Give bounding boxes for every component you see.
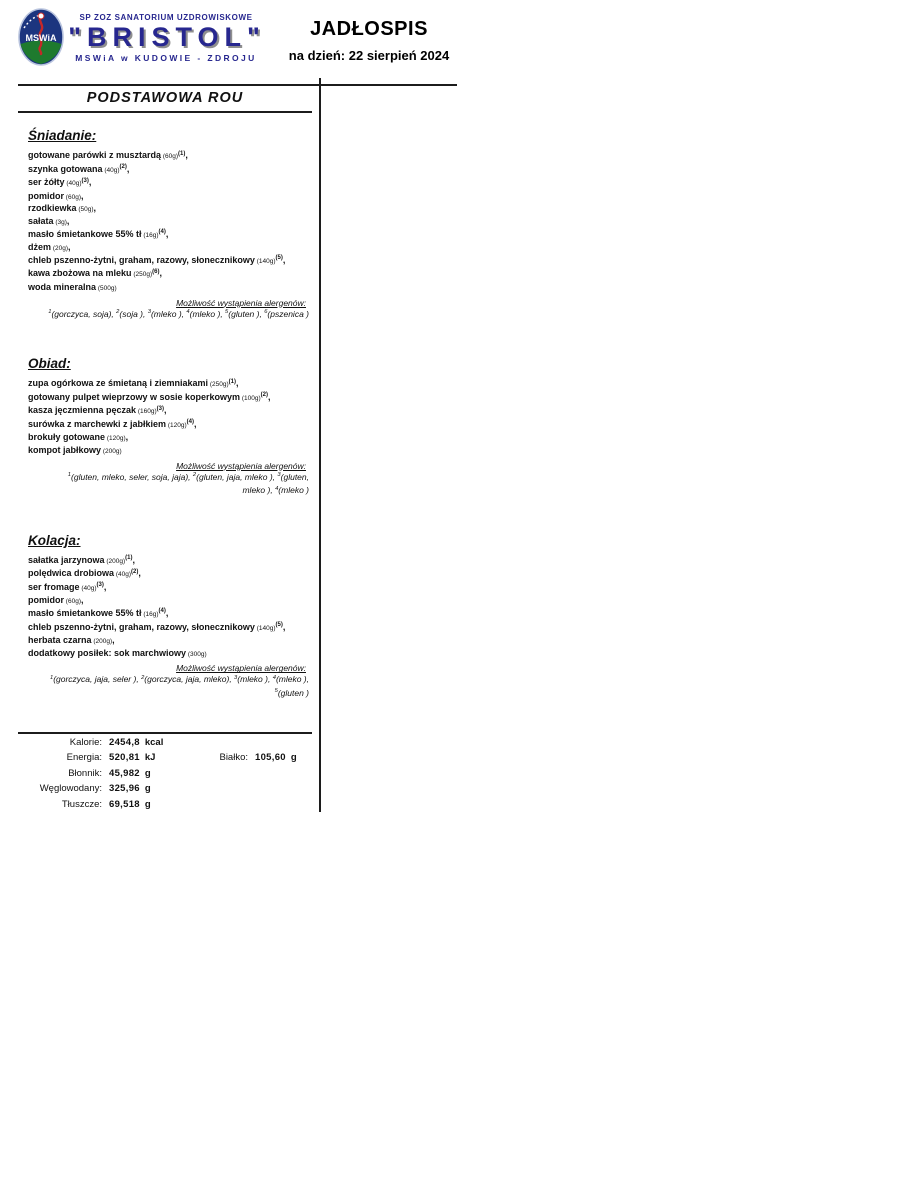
allergen-heading: Możliwość wystąpienia alergenów: — [176, 297, 306, 308]
allergen-text: (mleko ), — [189, 308, 226, 319]
allergen-line — [28, 688, 310, 702]
item-tail: , — [185, 150, 188, 160]
item-tail: , — [194, 418, 197, 429]
item-amount: (200g) — [104, 557, 126, 565]
menu-item — [28, 255, 310, 269]
item-tail: , — [268, 391, 271, 402]
allergen-text: (mleko ), — [275, 674, 309, 685]
item-name: ser fromage — [28, 581, 80, 592]
item-amount: (250g) — [131, 271, 153, 279]
menu-item — [28, 432, 310, 445]
nutrition-value: 520,81 — [109, 752, 140, 764]
item-superscript: (3) — [156, 405, 165, 412]
allergen-superscript: 3 — [234, 674, 238, 681]
allergen-superscript: 5 — [274, 688, 278, 695]
nutrition-unit: g — [290, 752, 297, 764]
meal-heading: Śniadanie: — [28, 128, 97, 143]
item-superscript: (1) — [125, 555, 133, 562]
item-amount: (60g) — [64, 598, 81, 606]
allergen-heading: Możliwość wystąpienia alergenów: — [176, 460, 306, 471]
nutrition-label: Tłuszcze: — [61, 798, 102, 810]
item-name: sałatka jarzynowa — [28, 554, 105, 565]
menu-item — [28, 419, 310, 433]
allergen-line — [28, 309, 310, 323]
menu-item — [28, 378, 310, 392]
nutrition-value: 325,96 — [109, 783, 140, 795]
allergen-text: (gluten ), — [228, 308, 265, 319]
nutrition-rule — [18, 732, 312, 734]
menu-item-list — [28, 150, 310, 295]
item-tail: , — [138, 568, 141, 579]
item-name: herbata czarna — [28, 635, 92, 646]
item-name: zupa ogórkowa ze śmietaną i ziemniakami — [28, 378, 209, 389]
menu-item — [28, 242, 310, 255]
allergen-line — [28, 485, 310, 499]
document-date: na dzień: 22 sierpień 2024 — [288, 48, 450, 63]
allergen-superscript: 1 — [67, 472, 72, 479]
item-amount: (300g) — [186, 650, 207, 658]
nutrition-unit: g — [144, 783, 151, 795]
item-name: surówka z marchewki z jabłkiem — [28, 418, 167, 429]
item-amount: (16g) — [141, 231, 159, 239]
meal-heading: Obiad: — [28, 356, 71, 372]
item-name: gotowane parówki z musztardą — [28, 150, 162, 160]
menu-item-list — [28, 378, 310, 458]
item-tail: , — [164, 405, 167, 416]
item-name: masło śmietankowe 55% tł — [28, 607, 142, 618]
item-tail: , — [126, 163, 130, 174]
allergen-superscript: 4 — [186, 309, 190, 316]
nutrition-value: 105,60 — [255, 752, 286, 764]
menu-item — [28, 229, 310, 243]
item-tail: , — [282, 621, 286, 632]
nutrition-rows — [18, 737, 312, 814]
menu-item — [28, 445, 310, 458]
item-amount: (200g) — [101, 448, 122, 455]
item-superscript: (4) — [186, 419, 195, 426]
nutrition-unit: g — [144, 767, 151, 779]
mswia-logo-badge — [18, 8, 64, 66]
item-superscript: (3) — [96, 582, 104, 589]
item-superscript: (3) — [81, 177, 89, 184]
item-amount: (50g) — [76, 206, 94, 214]
menu-item — [28, 405, 310, 419]
item-name: pomidor — [28, 190, 64, 201]
item-tail: , — [282, 254, 286, 265]
allergen-text: (mleko ), — [237, 674, 273, 685]
nutrition-row — [18, 783, 312, 798]
item-name: gotowany pulpet wieprzowy w sosie koperkowym — [28, 391, 241, 402]
allergen-text: (gluten, — [280, 471, 309, 482]
item-tail: , — [66, 215, 70, 226]
item-name: rzodkiewka — [28, 203, 77, 214]
menu-item — [28, 555, 310, 569]
item-superscript: (4) — [158, 608, 166, 615]
item-name: dodatkowy posiłek: sok marchwiowy — [28, 647, 187, 658]
item-name: szynka gotowana — [28, 163, 103, 174]
item-amount: (140g) — [254, 624, 276, 632]
allergen-text: (soja ), — [119, 308, 148, 319]
allergen-superscript: 3 — [277, 472, 281, 479]
menu-item — [28, 282, 310, 295]
item-superscript: (1) — [178, 150, 186, 157]
item-tail: , — [236, 378, 239, 389]
brand-block — [60, 13, 272, 63]
nutrition-row — [18, 768, 312, 783]
menu-item — [28, 568, 310, 582]
allergen-text: (mleko ) — [278, 485, 309, 496]
meal-section — [28, 127, 310, 322]
item-amount: (40g) — [79, 584, 97, 592]
item-tail: , — [88, 177, 92, 188]
item-name: kasza jęczmienna pęczak — [28, 405, 137, 416]
item-tail: , — [93, 203, 97, 214]
item-superscript: (1) — [228, 378, 237, 385]
allergen-text: (gluten ) — [277, 687, 309, 698]
allergen-text: mleko ), — [242, 485, 276, 496]
item-tail: , — [103, 581, 107, 592]
item-tail: , — [80, 595, 84, 606]
item-amount: (140g) — [254, 257, 276, 265]
allergen-line — [28, 674, 310, 688]
item-amount: (60g) — [64, 193, 81, 201]
nutrition-label: Węglowodany: — [39, 783, 102, 795]
menu-item — [28, 622, 310, 636]
item-name: ser żółty — [28, 177, 65, 188]
menu-item — [28, 164, 310, 178]
column-divider — [319, 78, 321, 812]
nutrition-label: Białko: — [219, 752, 248, 764]
item-superscript: (2) — [260, 392, 268, 399]
allergen-line — [28, 472, 310, 486]
item-name: polędwica drobiowa — [28, 568, 115, 579]
meal-sections — [18, 113, 312, 701]
item-name: woda mineralna — [28, 281, 97, 292]
brand-name: "BRISTOL" — [68, 22, 266, 52]
item-name: brokuły gotowane — [28, 432, 106, 443]
item-superscript: (2) — [119, 164, 127, 171]
item-tail: , — [125, 432, 129, 443]
allergen-superscript: 3 — [147, 309, 151, 316]
protein-row — [158, 752, 297, 763]
nutrition-unit: kJ — [144, 752, 156, 764]
allergen-superscript: 6 — [264, 309, 268, 316]
item-tail: , — [112, 635, 115, 646]
menu-item — [28, 392, 310, 406]
menu-item — [28, 150, 310, 164]
nutrition-label: Błonnik: — [68, 767, 102, 779]
allergen-text: (gorczyca, soja), — [51, 308, 117, 319]
item-amount: (160g) — [136, 408, 157, 416]
meal-section — [28, 532, 310, 702]
allergen-superscript: 4 — [275, 485, 279, 492]
item-name: masło śmietankowe 55% tł — [28, 228, 142, 239]
item-tail: , — [80, 190, 84, 201]
item-tail: , — [68, 242, 71, 253]
item-amount: (20g) — [51, 245, 68, 253]
item-tail: , — [165, 228, 169, 239]
nutrition-value: 45,982 — [109, 767, 140, 779]
item-superscript: (2) — [131, 568, 139, 575]
allergen-superscript: 1 — [49, 674, 54, 681]
allergen-text: (gluten, jaja, mleko ), — [196, 471, 278, 482]
nutrition-label: Energia: — [66, 752, 102, 764]
item-name: chleb pszenno-żytni, graham, razowy, słonecznikowy — [28, 621, 255, 632]
allergen-superscript: 2 — [192, 472, 197, 479]
nutrition-value: 2454,8 — [109, 737, 140, 748]
allergen-text: (pszenica ) — [267, 308, 309, 319]
menu-item — [28, 595, 310, 608]
allergen-text: (gorczyca, jaja, seler ), — [53, 674, 142, 685]
item-tail: , — [132, 554, 136, 565]
item-amount: (500g) — [96, 284, 117, 292]
nutrition-row — [18, 737, 312, 752]
item-amount: (200g) — [91, 638, 113, 646]
menu-item-list — [28, 555, 310, 661]
item-amount: (16g) — [141, 610, 159, 618]
nutrition-block — [18, 737, 312, 814]
item-name: sałata — [28, 215, 54, 226]
item-superscript: (5) — [275, 255, 283, 262]
brand-line-bottom: MSWiA w KUDOWIE - ZDROJU — [75, 53, 257, 63]
nutrition-unit: kcal — [144, 737, 164, 748]
meal-section — [28, 355, 310, 499]
item-amount: (100g) — [240, 394, 261, 402]
menu-item — [28, 177, 310, 191]
brand-line-top: SP ZOZ SANATORIUM UZDROWISKOWE — [79, 13, 253, 22]
allergen-superscript: 1 — [48, 309, 52, 316]
item-amount: (40g) — [114, 571, 131, 579]
item-amount: (60g) — [161, 153, 179, 160]
menu-item — [28, 268, 310, 282]
nutrition-row — [18, 799, 312, 814]
document-title: JADŁOSPIS — [310, 18, 428, 40]
allergen-superscript: 2 — [116, 309, 120, 316]
nutrition-unit: g — [144, 798, 151, 810]
allergen-text: (gorczyca, jaja, mleko), — [144, 674, 235, 685]
allergen-text: (gluten, mleko, seler, soja, jaja), — [71, 471, 193, 482]
menu-item — [28, 635, 310, 648]
item-amount: (120g) — [166, 421, 187, 429]
item-amount: (250g) — [208, 381, 229, 389]
menu-item — [28, 216, 310, 229]
item-name: kawa zbożowa na mleku — [28, 268, 132, 279]
item-name: dżem — [28, 242, 52, 253]
nutrition-label: Kalorie: — [69, 737, 102, 748]
nutrition-value: 69,518 — [109, 798, 140, 810]
item-amount: (3g) — [53, 218, 67, 226]
diet-title: PODSTAWOWA ROU — [18, 86, 312, 113]
item-superscript: (4) — [158, 229, 166, 236]
item-name: chleb pszenno-żytni, graham, razowy, słonecznikowy — [28, 254, 255, 265]
logo-text: MSWiA — [25, 33, 57, 43]
item-tail: , — [165, 607, 169, 618]
menu-item — [28, 648, 310, 661]
allergen-superscript: 2 — [141, 674, 145, 681]
allergen-superscript: 5 — [225, 309, 229, 316]
menu-item — [28, 203, 310, 216]
item-name: pomidor — [28, 595, 64, 606]
item-superscript: (5) — [275, 622, 283, 629]
item-amount: (40g) — [64, 180, 82, 188]
menu-item — [28, 582, 310, 596]
item-tail: , — [159, 268, 162, 279]
mswia-logo-icon — [18, 8, 64, 66]
allergen-superscript: 4 — [272, 674, 276, 681]
item-amount: (120g) — [105, 435, 126, 443]
allergen-text: (mleko ), — [150, 308, 187, 319]
menu-item — [28, 191, 310, 204]
diet-column — [18, 86, 312, 701]
item-name: kompot jabłkowy — [28, 445, 102, 455]
menu-item — [28, 608, 310, 622]
allergen-heading: Możliwość wystąpienia alergenów: — [176, 663, 306, 674]
title-block — [276, 18, 462, 63]
item-amount: (40g) — [102, 166, 120, 174]
item-superscript: (6) — [152, 268, 160, 275]
meal-heading: Kolacja: — [28, 532, 81, 548]
